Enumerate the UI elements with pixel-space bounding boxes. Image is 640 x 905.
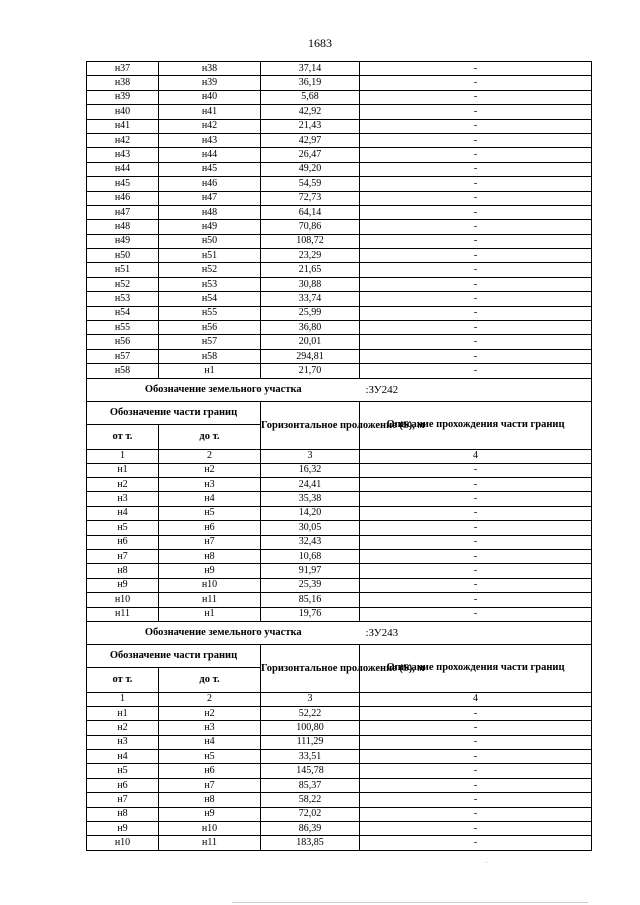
from-point-cell: н5	[87, 764, 159, 778]
to-point-cell: н9	[159, 564, 261, 578]
to-point-cell: н7	[159, 778, 261, 792]
to-point-cell: н5	[159, 750, 261, 764]
description-cell: -	[360, 778, 592, 792]
to-point-cell: н7	[159, 535, 261, 549]
part-of-boundary-header: Обозначение части границ	[87, 644, 261, 667]
from-point-cell: н49	[87, 234, 159, 248]
from-point-cell: н39	[87, 90, 159, 104]
table-row	[87, 105, 592, 119]
length-cell: 14,20	[261, 506, 360, 520]
to-point-cell: н4	[159, 735, 261, 749]
description-header: Описание прохождения части границ	[360, 401, 592, 449]
from-point-cell: н3	[87, 492, 159, 506]
column-number: 4	[360, 692, 592, 706]
length-cell: 21,70	[261, 364, 360, 378]
column-number: 1	[87, 449, 159, 463]
horizontal-length-header: Горизонтальное проложение (S), м	[261, 401, 360, 449]
length-cell: 25,39	[261, 578, 360, 592]
length-cell: 30,88	[261, 277, 360, 291]
description-cell: -	[360, 807, 592, 821]
length-cell: 26,47	[261, 148, 360, 162]
column-number: 1	[87, 692, 159, 706]
plot-title-label: Обозначение земельного участка	[87, 621, 360, 644]
description-cell: -	[360, 750, 592, 764]
description-cell: -	[360, 205, 592, 219]
to-point-cell: н9	[159, 807, 261, 821]
table-row	[87, 249, 592, 263]
table-row	[87, 492, 592, 506]
description-cell: -	[360, 263, 592, 277]
from-point-cell: н43	[87, 148, 159, 162]
length-cell: 145,78	[261, 764, 360, 778]
plot-title-label: Обозначение земельного участка	[87, 378, 360, 401]
description-cell: -	[360, 822, 592, 836]
column-number: 4	[360, 449, 592, 463]
plot-code: :ЗУ243	[360, 621, 592, 644]
table-row	[87, 764, 592, 778]
from-point-cell: н42	[87, 133, 159, 147]
table-row	[87, 76, 592, 90]
header-row	[87, 644, 592, 667]
from-point-cell: н37	[87, 62, 159, 76]
length-cell: 30,05	[261, 521, 360, 535]
boundary-table	[86, 61, 592, 851]
header-row	[87, 401, 592, 424]
length-cell: 49,20	[261, 162, 360, 176]
length-cell: 100,80	[261, 721, 360, 735]
from-point-cell: н5	[87, 521, 159, 535]
table-row	[87, 607, 592, 621]
description-cell: -	[360, 119, 592, 133]
table-row	[87, 750, 592, 764]
length-cell: 54,59	[261, 177, 360, 191]
length-cell: 37,14	[261, 62, 360, 76]
description-cell: -	[360, 90, 592, 104]
to-point-cell: н11	[159, 836, 261, 850]
from-point-cell: н56	[87, 335, 159, 349]
to-point-header: до т.	[159, 667, 261, 692]
column-number-row	[87, 449, 592, 463]
column-number: 3	[261, 692, 360, 706]
to-point-cell: н46	[159, 177, 261, 191]
column-number: 2	[159, 449, 261, 463]
length-cell: 32,43	[261, 535, 360, 549]
description-cell: -	[360, 549, 592, 563]
table-row	[87, 335, 592, 349]
table-row	[87, 133, 592, 147]
description-cell: -	[360, 607, 592, 621]
description-cell: -	[360, 836, 592, 850]
to-point-cell: н8	[159, 549, 261, 563]
to-point-cell: н41	[159, 105, 261, 119]
boundary-table-body	[87, 62, 592, 851]
description-cell: -	[360, 477, 592, 491]
description-cell: -	[360, 721, 592, 735]
from-point-cell: н2	[87, 477, 159, 491]
part-of-boundary-header: Обозначение части границ	[87, 401, 261, 424]
table-row	[87, 263, 592, 277]
length-cell: 85,37	[261, 778, 360, 792]
description-cell: -	[360, 735, 592, 749]
table-row	[87, 721, 592, 735]
from-point-cell: н10	[87, 593, 159, 607]
to-point-cell: н10	[159, 578, 261, 592]
from-point-cell: н46	[87, 191, 159, 205]
length-cell: 21,43	[261, 119, 360, 133]
from-point-cell: н6	[87, 778, 159, 792]
length-cell: 183,85	[261, 836, 360, 850]
description-cell: -	[360, 335, 592, 349]
plot-title-row	[87, 621, 592, 644]
length-cell: 35,38	[261, 492, 360, 506]
from-point-cell: н55	[87, 321, 159, 335]
length-cell: 72,02	[261, 807, 360, 821]
length-cell: 33,51	[261, 750, 360, 764]
from-point-header: от т.	[87, 424, 159, 449]
table-row	[87, 90, 592, 104]
plot-code: :ЗУ242	[360, 378, 592, 401]
to-point-cell: н51	[159, 249, 261, 263]
description-cell: -	[360, 148, 592, 162]
description-cell: -	[360, 321, 592, 335]
to-point-cell: н47	[159, 191, 261, 205]
table-row	[87, 463, 592, 477]
to-point-cell: н4	[159, 492, 261, 506]
column-number: 2	[159, 692, 261, 706]
description-cell: -	[360, 492, 592, 506]
table-row	[87, 62, 592, 76]
table-row	[87, 735, 592, 749]
from-point-cell: н4	[87, 506, 159, 520]
from-point-cell: н11	[87, 607, 159, 621]
table-row	[87, 578, 592, 592]
to-point-cell: н3	[159, 721, 261, 735]
to-point-cell: н55	[159, 306, 261, 320]
description-cell: -	[360, 793, 592, 807]
from-point-cell: н58	[87, 364, 159, 378]
to-point-cell: н43	[159, 133, 261, 147]
to-point-cell: н56	[159, 321, 261, 335]
description-cell: -	[360, 535, 592, 549]
description-cell: -	[360, 62, 592, 76]
from-point-cell: н7	[87, 793, 159, 807]
from-point-cell: н2	[87, 721, 159, 735]
to-point-cell: н2	[159, 463, 261, 477]
length-cell: 108,72	[261, 234, 360, 248]
length-cell: 16,32	[261, 463, 360, 477]
from-point-cell: н54	[87, 306, 159, 320]
to-point-cell: н10	[159, 822, 261, 836]
description-cell: -	[360, 463, 592, 477]
table-row	[87, 321, 592, 335]
table-row	[87, 564, 592, 578]
description-cell: -	[360, 349, 592, 363]
table-row	[87, 119, 592, 133]
description-cell: -	[360, 506, 592, 520]
from-point-cell: н47	[87, 205, 159, 219]
description-cell: -	[360, 234, 592, 248]
description-cell: -	[360, 177, 592, 191]
description-cell: -	[360, 76, 592, 90]
table-row	[87, 793, 592, 807]
length-cell: 36,80	[261, 321, 360, 335]
length-cell: 58,22	[261, 793, 360, 807]
from-point-cell: н38	[87, 76, 159, 90]
from-point-cell: н57	[87, 349, 159, 363]
table-row	[87, 162, 592, 176]
description-cell: -	[360, 306, 592, 320]
from-point-cell: н41	[87, 119, 159, 133]
table-row	[87, 220, 592, 234]
length-cell: 64,14	[261, 205, 360, 219]
description-cell: -	[360, 191, 592, 205]
description-header: Описание прохождения части границ	[360, 644, 592, 692]
description-cell: -	[360, 162, 592, 176]
length-cell: 25,99	[261, 306, 360, 320]
horizontal-length-header: Горизонтальное проложение (S), м	[261, 644, 360, 692]
to-point-cell: н45	[159, 162, 261, 176]
to-point-cell: н1	[159, 364, 261, 378]
length-cell: 52,22	[261, 706, 360, 720]
to-point-cell: н6	[159, 764, 261, 778]
description-cell: -	[360, 133, 592, 147]
page-number: 1683	[308, 36, 332, 50]
length-cell: 20,01	[261, 335, 360, 349]
length-cell: 36,19	[261, 76, 360, 90]
table-row	[87, 593, 592, 607]
length-cell: 21,65	[261, 263, 360, 277]
length-cell: 33,74	[261, 292, 360, 306]
from-point-cell: н50	[87, 249, 159, 263]
from-point-cell: н3	[87, 735, 159, 749]
column-number: 3	[261, 449, 360, 463]
to-point-cell: н1	[159, 607, 261, 621]
description-cell: -	[360, 593, 592, 607]
length-cell: 23,29	[261, 249, 360, 263]
table-row	[87, 306, 592, 320]
description-cell: -	[360, 105, 592, 119]
to-point-cell: н42	[159, 119, 261, 133]
from-point-cell: н51	[87, 263, 159, 277]
to-point-cell: н44	[159, 148, 261, 162]
from-point-cell: н40	[87, 105, 159, 119]
table-row	[87, 277, 592, 291]
table-row	[87, 706, 592, 720]
column-number-row	[87, 692, 592, 706]
scan-artifact-dot	[486, 862, 487, 863]
from-point-cell: н10	[87, 836, 159, 850]
to-point-cell: н3	[159, 477, 261, 491]
from-point-cell: н8	[87, 807, 159, 821]
to-point-cell: н8	[159, 793, 261, 807]
length-cell: 24,41	[261, 477, 360, 491]
description-cell: -	[360, 564, 592, 578]
description-cell: -	[360, 292, 592, 306]
description-cell: -	[360, 277, 592, 291]
description-cell: -	[360, 521, 592, 535]
length-cell: 91,97	[261, 564, 360, 578]
to-point-cell: н5	[159, 506, 261, 520]
description-cell: -	[360, 249, 592, 263]
from-point-cell: н1	[87, 706, 159, 720]
length-cell: 70,86	[261, 220, 360, 234]
table-row	[87, 535, 592, 549]
table-row	[87, 349, 592, 363]
description-cell: -	[360, 764, 592, 778]
to-point-cell: н40	[159, 90, 261, 104]
table-row	[87, 778, 592, 792]
description-cell: -	[360, 364, 592, 378]
length-cell: 72,73	[261, 191, 360, 205]
table-row	[87, 549, 592, 563]
table-row	[87, 477, 592, 491]
to-point-cell: н54	[159, 292, 261, 306]
to-point-cell: н52	[159, 263, 261, 277]
to-point-cell: н11	[159, 593, 261, 607]
length-cell: 294,81	[261, 349, 360, 363]
table-row	[87, 148, 592, 162]
length-cell: 85,16	[261, 593, 360, 607]
length-cell: 5,68	[261, 90, 360, 104]
from-point-cell: н44	[87, 162, 159, 176]
to-point-cell: н58	[159, 349, 261, 363]
length-cell: 86,39	[261, 822, 360, 836]
table-row	[87, 292, 592, 306]
to-point-cell: н38	[159, 62, 261, 76]
length-cell: 42,97	[261, 133, 360, 147]
table-row	[87, 807, 592, 821]
from-point-cell: н53	[87, 292, 159, 306]
table-row	[87, 364, 592, 378]
description-cell: -	[360, 220, 592, 234]
from-point-cell: н1	[87, 463, 159, 477]
table-row	[87, 177, 592, 191]
length-cell: 19,76	[261, 607, 360, 621]
scan-artifact-line	[232, 902, 588, 903]
to-point-cell: н39	[159, 76, 261, 90]
to-point-header: до т.	[159, 424, 261, 449]
from-point-cell: н8	[87, 564, 159, 578]
table-row	[87, 836, 592, 850]
from-point-cell: н48	[87, 220, 159, 234]
from-point-cell: н9	[87, 578, 159, 592]
from-point-cell: н7	[87, 549, 159, 563]
to-point-cell: н57	[159, 335, 261, 349]
to-point-cell: н53	[159, 277, 261, 291]
table-row	[87, 506, 592, 520]
from-point-cell: н45	[87, 177, 159, 191]
to-point-cell: н48	[159, 205, 261, 219]
from-point-cell: н4	[87, 750, 159, 764]
length-cell: 10,68	[261, 549, 360, 563]
description-cell: -	[360, 578, 592, 592]
plot-title-row	[87, 378, 592, 401]
to-point-cell: н50	[159, 234, 261, 248]
description-cell: -	[360, 706, 592, 720]
to-point-cell: н49	[159, 220, 261, 234]
to-point-cell: н6	[159, 521, 261, 535]
length-cell: 42,92	[261, 105, 360, 119]
from-point-cell: н6	[87, 535, 159, 549]
from-point-cell: н52	[87, 277, 159, 291]
table-row	[87, 521, 592, 535]
table-row	[87, 822, 592, 836]
to-point-cell: н2	[159, 706, 261, 720]
table-row	[87, 234, 592, 248]
length-cell: 111,29	[261, 735, 360, 749]
from-point-header: от т.	[87, 667, 159, 692]
from-point-cell: н9	[87, 822, 159, 836]
table-row	[87, 205, 592, 219]
table-row	[87, 191, 592, 205]
